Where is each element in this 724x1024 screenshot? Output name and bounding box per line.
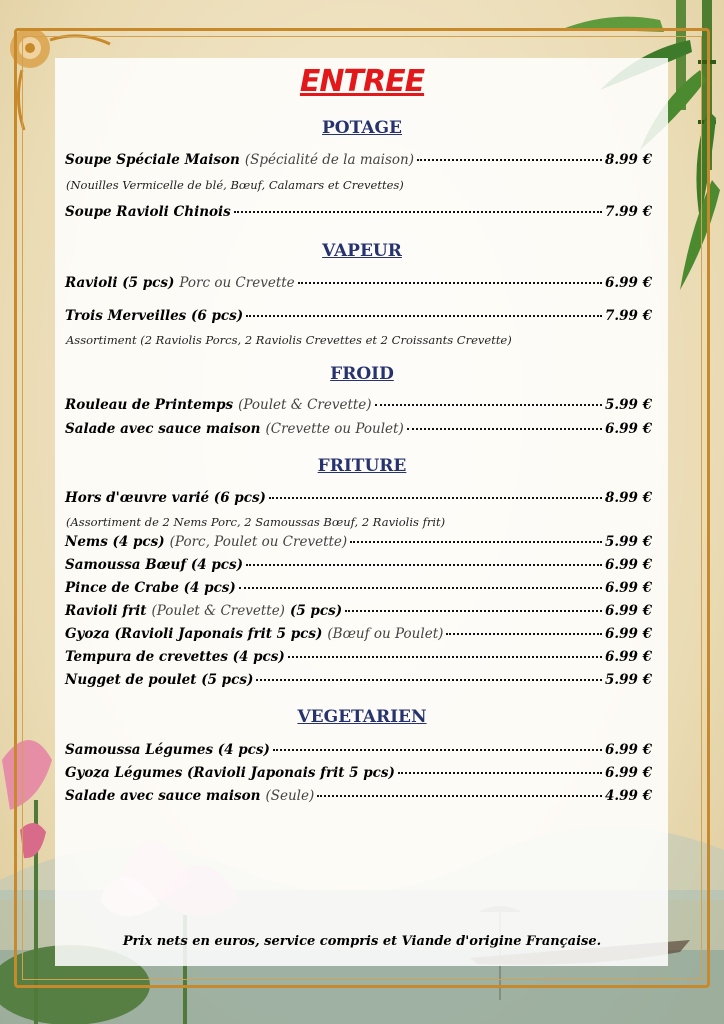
- item-name: Gyoza (Ravioli Japonais frit 5 pcs): [65, 626, 323, 642]
- leader-dots: [345, 610, 602, 612]
- item-detail: (Bœuf ou Poulet): [327, 626, 444, 642]
- leader-dots: [350, 541, 602, 543]
- leader-dots: [273, 749, 602, 751]
- menu-item: [65, 490, 652, 512]
- menu-item: [65, 626, 652, 648]
- section-heading-potage: POTAGE: [322, 118, 402, 138]
- item-detail: (Poulet & Crevette): [238, 397, 372, 413]
- menu-item: [65, 308, 652, 330]
- item-name: Nems (4 pcs): [65, 534, 165, 550]
- item-price: 4.99 €: [605, 788, 652, 804]
- item-price: 8.99 €: [605, 152, 652, 168]
- leader-dots: [417, 159, 602, 161]
- menu-item: [65, 557, 652, 579]
- menu-title: ENTREE: [299, 64, 425, 99]
- item-price: 5.99 €: [605, 672, 652, 688]
- menu-item: [65, 152, 652, 174]
- item-price: 7.99 €: [605, 308, 652, 324]
- menu-item: [65, 397, 652, 419]
- item-price: 6.99 €: [605, 742, 652, 758]
- menu-item: [65, 742, 652, 764]
- leader-dots: [239, 587, 602, 589]
- item-detail: (Porc, Poulet ou Crevette): [169, 534, 348, 550]
- item-price: 5.99 €: [605, 397, 652, 413]
- leader-dots: [246, 315, 602, 317]
- item-price: 5.99 €: [605, 534, 652, 550]
- item-name: Samoussa Bœuf (4 pcs): [65, 557, 243, 573]
- item-price: 6.99 €: [605, 765, 652, 781]
- menu-item: [65, 603, 652, 625]
- item-note: Assortiment (2 Raviolis Porcs, 2 Raviolis Crevettes et 2 Croissants Crevette): [66, 333, 512, 347]
- item-price: 6.99 €: [605, 275, 652, 291]
- leader-dots: [398, 772, 602, 774]
- menu-panel: [55, 58, 668, 966]
- item-note: (Nouilles Vermicelle de blé, Bœuf, Calamars et Crevettes): [66, 178, 404, 192]
- item-name: Rouleau de Printemps: [65, 397, 234, 413]
- item-name: Soupe Spéciale Maison: [65, 152, 240, 168]
- menu-item: [65, 534, 652, 556]
- item-price: 6.99 €: [605, 421, 652, 437]
- menu-item: [65, 204, 652, 226]
- item-detail: Porc ou Crevette: [179, 275, 295, 291]
- menu-item: [65, 649, 652, 671]
- item-name: Nugget de poulet (5 pcs): [65, 672, 254, 688]
- menu-item: [65, 421, 652, 443]
- leader-dots: [407, 428, 602, 430]
- item-name: Salade avec sauce maison: [65, 788, 261, 804]
- leader-dots: [375, 404, 602, 406]
- item-name: Samoussa Légumes (4 pcs): [65, 742, 270, 758]
- item-detail: (Poulet & Crevette): [151, 603, 285, 619]
- item-price: 6.99 €: [605, 603, 652, 619]
- item-name: Salade avec sauce maison: [65, 421, 261, 437]
- item-price: 6.99 €: [605, 626, 652, 642]
- leader-dots: [446, 633, 602, 635]
- item-name: Gyoza Légumes (Ravioli Japonais frit 5 pcs): [65, 765, 395, 781]
- item-name: Soupe Ravioli Chinois: [65, 204, 231, 220]
- item-detail: (Crevette ou Poulet): [265, 421, 404, 437]
- section-heading-froid: FROID: [330, 364, 394, 384]
- item-name: Ravioli frit: [65, 603, 147, 619]
- item-price: 6.99 €: [605, 557, 652, 573]
- leader-dots: [269, 497, 602, 499]
- item-detail-count: (5 pcs): [289, 603, 343, 619]
- item-note: (Assortiment de 2 Nems Porc, 2 Samoussas Bœuf, 2 Raviolis frit): [66, 515, 446, 529]
- leader-dots: [298, 282, 602, 284]
- section-heading-vegetarien: VEGETARIEN: [297, 707, 427, 727]
- menu-item: [65, 765, 652, 787]
- menu-item: [65, 672, 652, 694]
- menu-item: [65, 580, 652, 602]
- item-name: Trois Merveilles (6 pcs): [65, 308, 244, 324]
- item-price: 7.99 €: [605, 204, 652, 220]
- item-price: 6.99 €: [605, 649, 652, 665]
- section-heading-friture: FRITURE: [317, 456, 407, 476]
- item-name: Ravioli (5 pcs): [65, 275, 175, 291]
- item-name: Tempura de crevettes (4 pcs): [65, 649, 285, 665]
- item-name: Pince de Crabe (4 pcs): [65, 580, 236, 596]
- item-price: 8.99 €: [605, 490, 652, 506]
- item-price: 6.99 €: [605, 580, 652, 596]
- leader-dots: [234, 211, 602, 213]
- menu-item: [65, 788, 652, 810]
- item-detail: (Seule): [265, 788, 315, 804]
- item-detail: (Spécialité de la maison): [244, 152, 415, 168]
- leader-dots: [317, 795, 602, 797]
- menu-item: [65, 275, 652, 297]
- footer-note: Prix nets en euros, service compris et Viande d'origine Française.: [122, 934, 602, 949]
- leader-dots: [246, 564, 602, 566]
- section-heading-vapeur: VAPEUR: [322, 241, 402, 261]
- leader-dots: [256, 679, 602, 681]
- leader-dots: [288, 656, 602, 658]
- item-name: Hors d'œuvre varié (6 pcs): [65, 490, 266, 506]
